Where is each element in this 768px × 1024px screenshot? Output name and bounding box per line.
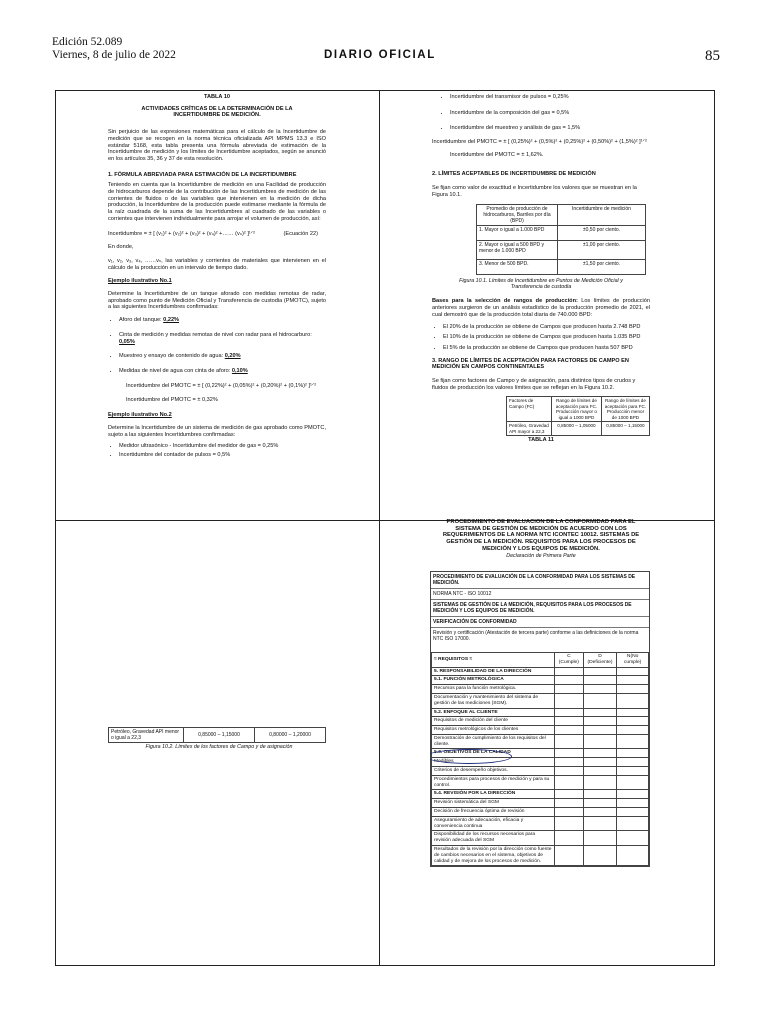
requirement-label: Requisitos metrológicos de los clientes (432, 726, 555, 735)
checkbox-cell[interactable] (583, 726, 617, 735)
table-cell: 0,85000 – 1,15000 (184, 728, 255, 743)
table-row (432, 667, 649, 676)
table-row (432, 693, 649, 708)
table-cell: 0,80000 – 1,20000 (255, 728, 326, 743)
table-row (432, 676, 649, 685)
section-3-text: Se fijan como factores de Campo y de asignación, para distintos tipos de crudos y fluidos de producción los valores límites que se reflejan en la Figura 10.2. (432, 378, 636, 391)
checkbox-cell[interactable] (555, 749, 584, 758)
masthead: DIARIO OFICIAL (324, 49, 436, 61)
checkbox-cell[interactable] (617, 693, 649, 708)
bases-paragraph (432, 298, 650, 318)
bases-list (432, 324, 650, 352)
page-header (52, 36, 720, 72)
table-header: N(No cumple) (617, 652, 649, 667)
quadrant-bottom-right (430, 519, 652, 961)
table-cell: ±1,00 por ciento. (558, 240, 646, 259)
checkbox-cell[interactable] (555, 790, 584, 799)
checkbox-cell[interactable] (583, 799, 617, 808)
checkbox-cell[interactable] (617, 734, 649, 749)
requirement-label: Requisitos de medición del cliente (432, 717, 555, 726)
section-2-text: Se fijan como valor de exactitud e Incertidumbre los valores que se muestran en la Figura 10.1. (432, 185, 637, 198)
checkbox-cell[interactable] (583, 749, 617, 758)
list-item: • Incertidumbre del muestreo y análisis de gas = 1,5% (450, 125, 650, 132)
table-row (432, 734, 649, 749)
donde-label: En donde, (108, 244, 134, 251)
figure-10-2-table-top (506, 396, 650, 435)
list-item (119, 368, 326, 375)
checkbox-cell[interactable] (555, 758, 584, 767)
requirement-label: Aseguramiento de adecuación, eficacia y conveniencia continua (432, 816, 555, 831)
checkbox-cell[interactable] (617, 816, 649, 831)
example-1-text: Determine la Incertidumbre de un tanque aforado con medidas remotas de radar, aprobado como punto de Medición Oficial y Transferencia de custodia (PMOTC), sujeto a las siguientes Incertidumbres confirmadas: (108, 291, 326, 311)
item-value: 0,22% (163, 317, 180, 324)
box-title: PROCEDIMIENTO DE EVALUACIÓN DE LA CONFORMIDAD PARA LOS SISTEMAS DE MEDICIÓN. (431, 572, 649, 589)
checkbox-cell[interactable] (583, 816, 617, 831)
checkbox-cell[interactable] (617, 808, 649, 817)
checkbox-cell[interactable] (583, 717, 617, 726)
example-1-title: Ejemplo ilustrativo No.1 (108, 278, 172, 285)
example-2-title: Ejemplo ilustrativo No.2 (108, 412, 172, 419)
requirement-label: Procedimientos para procesos de medición y para su control. (432, 775, 555, 790)
checkbox-cell[interactable] (617, 846, 649, 866)
table-cell: 3. Menor de 500 BPD. (477, 259, 558, 274)
table-header: C (Cumple) (555, 652, 584, 667)
list-item: • Incertidumbre del contador de pulsos = 0,5% (119, 452, 326, 459)
checkbox-cell[interactable] (617, 758, 649, 767)
table-cell: ±1,50 por ciento. (558, 259, 646, 274)
item-value: 0,20% (224, 353, 241, 360)
table-row (432, 846, 649, 866)
figure-10-2-table-bottom (108, 727, 326, 743)
checkbox-cell[interactable] (555, 767, 584, 776)
checkbox-cell[interactable] (583, 808, 617, 817)
checkbox-cell[interactable] (583, 767, 617, 776)
column-divider (379, 91, 380, 965)
table10-title: TABLA 10 (203, 94, 231, 100)
table11-title: TABLA 11 (528, 436, 554, 443)
checkbox-cell[interactable] (617, 667, 649, 676)
edition-info (52, 36, 176, 62)
example-2-result: Incertidumbre del PMOTC = ± 1,62%. (450, 151, 544, 158)
checkbox-cell[interactable] (617, 708, 649, 717)
requirement-label: 5. RESPONSABILIDAD DE LA DIRECCIÓN (432, 667, 555, 676)
figure-10-2-caption: Figura 10.2. Límites de los factores de Campo y de asignación (145, 744, 293, 750)
checkbox-cell[interactable] (555, 846, 584, 866)
table-row (432, 717, 649, 726)
table-row (432, 831, 649, 846)
checkbox-cell[interactable] (617, 749, 649, 758)
annotation-circle (430, 749, 512, 764)
table-header: D (Deficiente) (583, 652, 617, 667)
checkbox-cell[interactable] (617, 799, 649, 808)
table-row (432, 808, 649, 817)
table-cell: 2. Mayor o igual a 500 BPD y menor de 1.000 BPD (477, 240, 558, 259)
checkbox-cell[interactable] (555, 816, 584, 831)
list-item: • Incertidumbre del transmisor de pulsos = 0,25% (450, 94, 650, 101)
procedure-subtitle: Declaración de Primera Parte (506, 552, 576, 559)
section-3-heading: 3. RANGO DE LÍMITES DE ACEPTACIÓN PARA FACTORES DE CAMPO EN MEDICIÓN EN CAMPOS CONTINENTALES (432, 357, 629, 371)
checkbox-cell[interactable] (583, 708, 617, 717)
formula-tag: (Ecuación 22) (283, 230, 318, 237)
requirements-rows (432, 667, 649, 866)
requirement-label: Revisión sistemática del SGM (432, 799, 555, 808)
edition-date: Viernes, 8 de julio de 2022 (52, 49, 176, 61)
norma-label: NORMA NTC - ISO 10012 (431, 589, 649, 600)
checkbox-cell[interactable] (555, 667, 584, 676)
checkbox-cell[interactable] (555, 676, 584, 685)
requirement-label: Demostración de cumplimiento de los requisitos del cliente. (432, 734, 555, 749)
table-cell: 1. Mayor o igual a 1.000 BPD (477, 225, 558, 240)
list-item (119, 332, 326, 345)
requirement-label: 5.1. FUNCIÓN METROLÓGICA (432, 676, 555, 685)
table-cell: Petróleo, Gravedad API mayor a 22,3 (507, 422, 552, 436)
requirement-label: Decisión de frecuencia óptima de revisión (432, 808, 555, 817)
item-label: Muestreo y ensayo de contenido de agua: (119, 353, 225, 360)
requirement-label: Disponibilidad de los recursos necesarios para revisión adecuada del SGM (432, 831, 555, 846)
checkbox-cell[interactable] (617, 676, 649, 685)
table-row (432, 816, 649, 831)
table-row (432, 767, 649, 776)
table-header: Rango de límites de aceptación para FC. Producción menor de 1000 BPD (601, 397, 649, 422)
intro-paragraph: Sin perjuicio de las expresiones matemáticas para el cálculo de la Incertidumbre de medición que se recogen en la norma técnica oficializada API MPMS 13.3 e ISO estándar 5168, esta tabla presenta una fórmula abreviada de estimación de la Incertidumbre de medición y los límites de Incertidumbre aceptados, según se anunció en los artículos 35, 36 y 37 de esta resolución. (108, 129, 326, 162)
checkbox-cell[interactable] (617, 717, 649, 726)
table-row (432, 726, 649, 735)
table-row (432, 708, 649, 717)
checkbox-cell[interactable] (617, 726, 649, 735)
requirement-label: Criterios de desempeño objetivos. (432, 767, 555, 776)
quadrant-bottom-left (108, 727, 330, 761)
checkbox-cell[interactable] (555, 734, 584, 749)
list-item: • El 5% de la producción se obtiene de Campos que producen hasta 507 BPD (443, 345, 650, 352)
list-item: • Medidor ultrasónico - Incertidumbre del medidor de gas = 0,25% (119, 443, 326, 450)
table-row (432, 775, 649, 790)
requirement-label: Medibles (432, 758, 555, 767)
checkbox-cell[interactable] (583, 790, 617, 799)
quadrant-top-left (108, 94, 326, 514)
table-row (432, 685, 649, 694)
table-cell: ±0,50 por ciento. (558, 225, 646, 240)
requirement-label: 5.3. OBJETIVOS DE LA CALIDAD (432, 749, 555, 758)
item-label: Medidas de nivel de agua con cinta de aforo: (119, 367, 232, 374)
example-1-pmotc: Incertidumbre del PMOTC = ± [ (0,22%)² + (0,05%)² + (0,20%)² + (0,1%)² ]¹ᐟ² (126, 382, 317, 389)
section-1-paragraph: Teniendo en cuenta que la Incertidumbre de medición en una Facilidad de producción de hidrocarburos depende de la contribución de las Incertidumbres de medición de las corrientes de fluidos o de las variables que intervienen en la medición de dicha producción, la Incertidumbre de la producción puede estimarse mediante la fórmula de la raíz cuadrada de la suma de las Incertidumbres al cuadrado de las variables o corrientes que intervienen individualmente para arrojar el volumen de producción, así: (108, 182, 326, 222)
checkbox-cell[interactable] (583, 667, 617, 676)
quadrant-top-right (432, 94, 650, 514)
list-item: • El 10% de la producción se obtiene de Campos que producen hasta 1.035 BPD (443, 334, 650, 341)
checkbox-cell[interactable] (583, 693, 617, 708)
checkbox-cell[interactable] (555, 799, 584, 808)
requirement-label: Recursos para la función metrológica. (432, 685, 555, 694)
checkbox-cell[interactable] (583, 676, 617, 685)
table10-heading: ACTIVIDADES CRÍTICAS DE LA DETERMINACIÓN DE LA INCERTIDUMBRE DE MEDICIÓN. (141, 105, 293, 119)
table-row (432, 799, 649, 808)
list-item (119, 353, 326, 360)
section-1-heading: 1. FÓRMULA ABREVIADA PARA ESTIMACIÓN DE LA INCERTIDUMBRE (108, 171, 297, 178)
table-header: Promedio de producción de hidrocarburos, Barriles por día (BPD) (477, 204, 558, 225)
item-label: Aforo del tanque: (119, 317, 164, 324)
example-2-pmotc: Incertidumbre del PMOTC = ± [ (0,25%)² + (0,5%)² + (0,25%)² + (0,50%)² + (1,5%)² ]¹ᐟ² (432, 139, 647, 146)
box-title-2: SISTEMAS DE GESTIÓN DE LA MEDICIÓN, REQUISITOS PARA LOS PROCESOS DE MEDICIÓN Y LOS EQUIPOS DE MEDICIÓN. (431, 600, 649, 617)
example-2-list (108, 443, 326, 458)
checkbox-cell[interactable] (583, 775, 617, 790)
checkbox-cell[interactable] (555, 831, 584, 846)
formula: Incertidumbre = ± [ (v₁)² + (v₂)² + (v₃)² + (v₄)² +…… (vₙ)² ]¹ᐟ² (108, 230, 255, 237)
verification-label: VERIFICACIÓN DE CONFORMIDAD (431, 617, 649, 628)
checkbox-cell[interactable] (555, 693, 584, 708)
procedure-title: PROCEDIMIENTO DE EVALUACIÓN DE LA CONFORMIDAD PARA EL SISTEMA DE GESTIÓN DE MEDICIÓN DE ACUERDO CON LOS REQUERIMIENTOS DE LA NORMA NTC ICONTEC 10012. SISTEMAS DE GESTIÓN DE LA MEDICIÓN. REQUISITOS PARA LOS PROCESOS DE MEDICIÓN Y LOS EQUIPOS DE MEDICIÓN. (442, 519, 640, 552)
section-2-heading: 2. LÍMITES ACEPTABLES DE INCERTIDUMBRE DE MEDICIÓN (432, 170, 596, 177)
bases-text: Los límites de producción anteriores surgieron de un análisis estadístico de la producción promedio de 2021, el cual demostró que de la producción total diaria de 740.000 BPD: (432, 298, 650, 318)
table-cell: 0,85000 – 1,05000 (552, 422, 602, 436)
table-header: Incertidumbre de medición (558, 204, 646, 225)
figure-10-1-table (476, 204, 646, 275)
list-item: • El 20% de la producción se obtiene de Campos que producen hasta 2.748 BPD (443, 324, 650, 331)
table-cell: 0,85000 – 1,15000 (601, 422, 649, 436)
requirement-label: 5.2. ENFOQUE AL CLIENTE (432, 708, 555, 717)
requirement-label: 5.4. REVISIÓN POR LA DIRECCIÓN (432, 790, 555, 799)
example-1-list (108, 317, 326, 375)
checkbox-cell[interactable] (555, 717, 584, 726)
requirement-label: Documentación y mantenimiento del sistema de gestión de las mediciones (SGM). (432, 693, 555, 708)
checkbox-cell[interactable] (583, 846, 617, 866)
example-2-text: Determine la Incertidumbre de un sistema de medición de gas aprobado como PMOTC, sujeto a las siguientes Incertidumbres confirmadas: (108, 424, 326, 438)
checkbox-cell[interactable] (555, 808, 584, 817)
page-number: 85 (705, 48, 720, 64)
verification-text: Revisión y certificación (Atestación de tercera parte) conforme a las definiciones de la norma NTC ISO 17000. (433, 629, 639, 642)
checkbox-cell[interactable] (583, 831, 617, 846)
checkbox-cell[interactable] (555, 708, 584, 717)
checkbox-cell[interactable] (617, 685, 649, 694)
table-header: ≈ REQUISITOS ≈ (432, 652, 555, 667)
formula-row (108, 231, 326, 238)
checkbox-cell[interactable] (617, 767, 649, 776)
item-value: 0,05% (119, 338, 135, 345)
checkbox-cell[interactable] (555, 726, 584, 735)
table-row (432, 790, 649, 799)
checkbox-cell[interactable] (583, 734, 617, 749)
procedure-box (430, 571, 650, 868)
checkbox-cell[interactable] (583, 758, 617, 767)
requirement-label: Resultados de la revisión por la dirección como fuente de cambios necesarios en el sistema, objetivos de calidad y de mejora de los procesos de medición. (432, 846, 555, 866)
checkbox-cell[interactable] (583, 685, 617, 694)
checkbox-cell[interactable] (555, 775, 584, 790)
checkbox-cell[interactable] (617, 790, 649, 799)
gas-uncertainty-list (432, 94, 650, 132)
table-cell: Petróleo, Gravedad API menor o igual a 22,3 (109, 728, 184, 743)
item-label: Cinta de medición y medidas remotas de nivel con radar para el hidrocarburo: (119, 331, 312, 338)
item-value: 0,10% (231, 367, 248, 374)
table-header: Rango de límites de aceptación para FC. Producción mayor o igual a 1000 BPD (552, 397, 602, 422)
list-item (119, 317, 326, 324)
bases-title: Bases para la selección de rangos de producción: (432, 298, 578, 305)
checkbox-cell[interactable] (617, 775, 649, 790)
table-header: Factores de Campo (FC) (507, 397, 552, 422)
checkbox-cell[interactable] (617, 831, 649, 846)
figure-10-1-caption: Figura 10.1. Límites de Incertidumbre en Puntos de Medición Oficial y Transferencia de custodia (459, 277, 623, 291)
variables-text: v₁, v₂, v₃, v₄, ……vₙ, las variables y corrientes de materiales que intervienen en el cálculo de la producción en un intervalo de tiempo dado. (108, 257, 326, 271)
checkbox-cell[interactable] (555, 685, 584, 694)
example-1-result: Incertidumbre del PMOTC = ± 0,32% (126, 397, 218, 404)
edition-number: Edición 52.089 (52, 36, 123, 48)
list-item: • Incertidumbre de la composición del gas = 0,5% (450, 110, 650, 117)
